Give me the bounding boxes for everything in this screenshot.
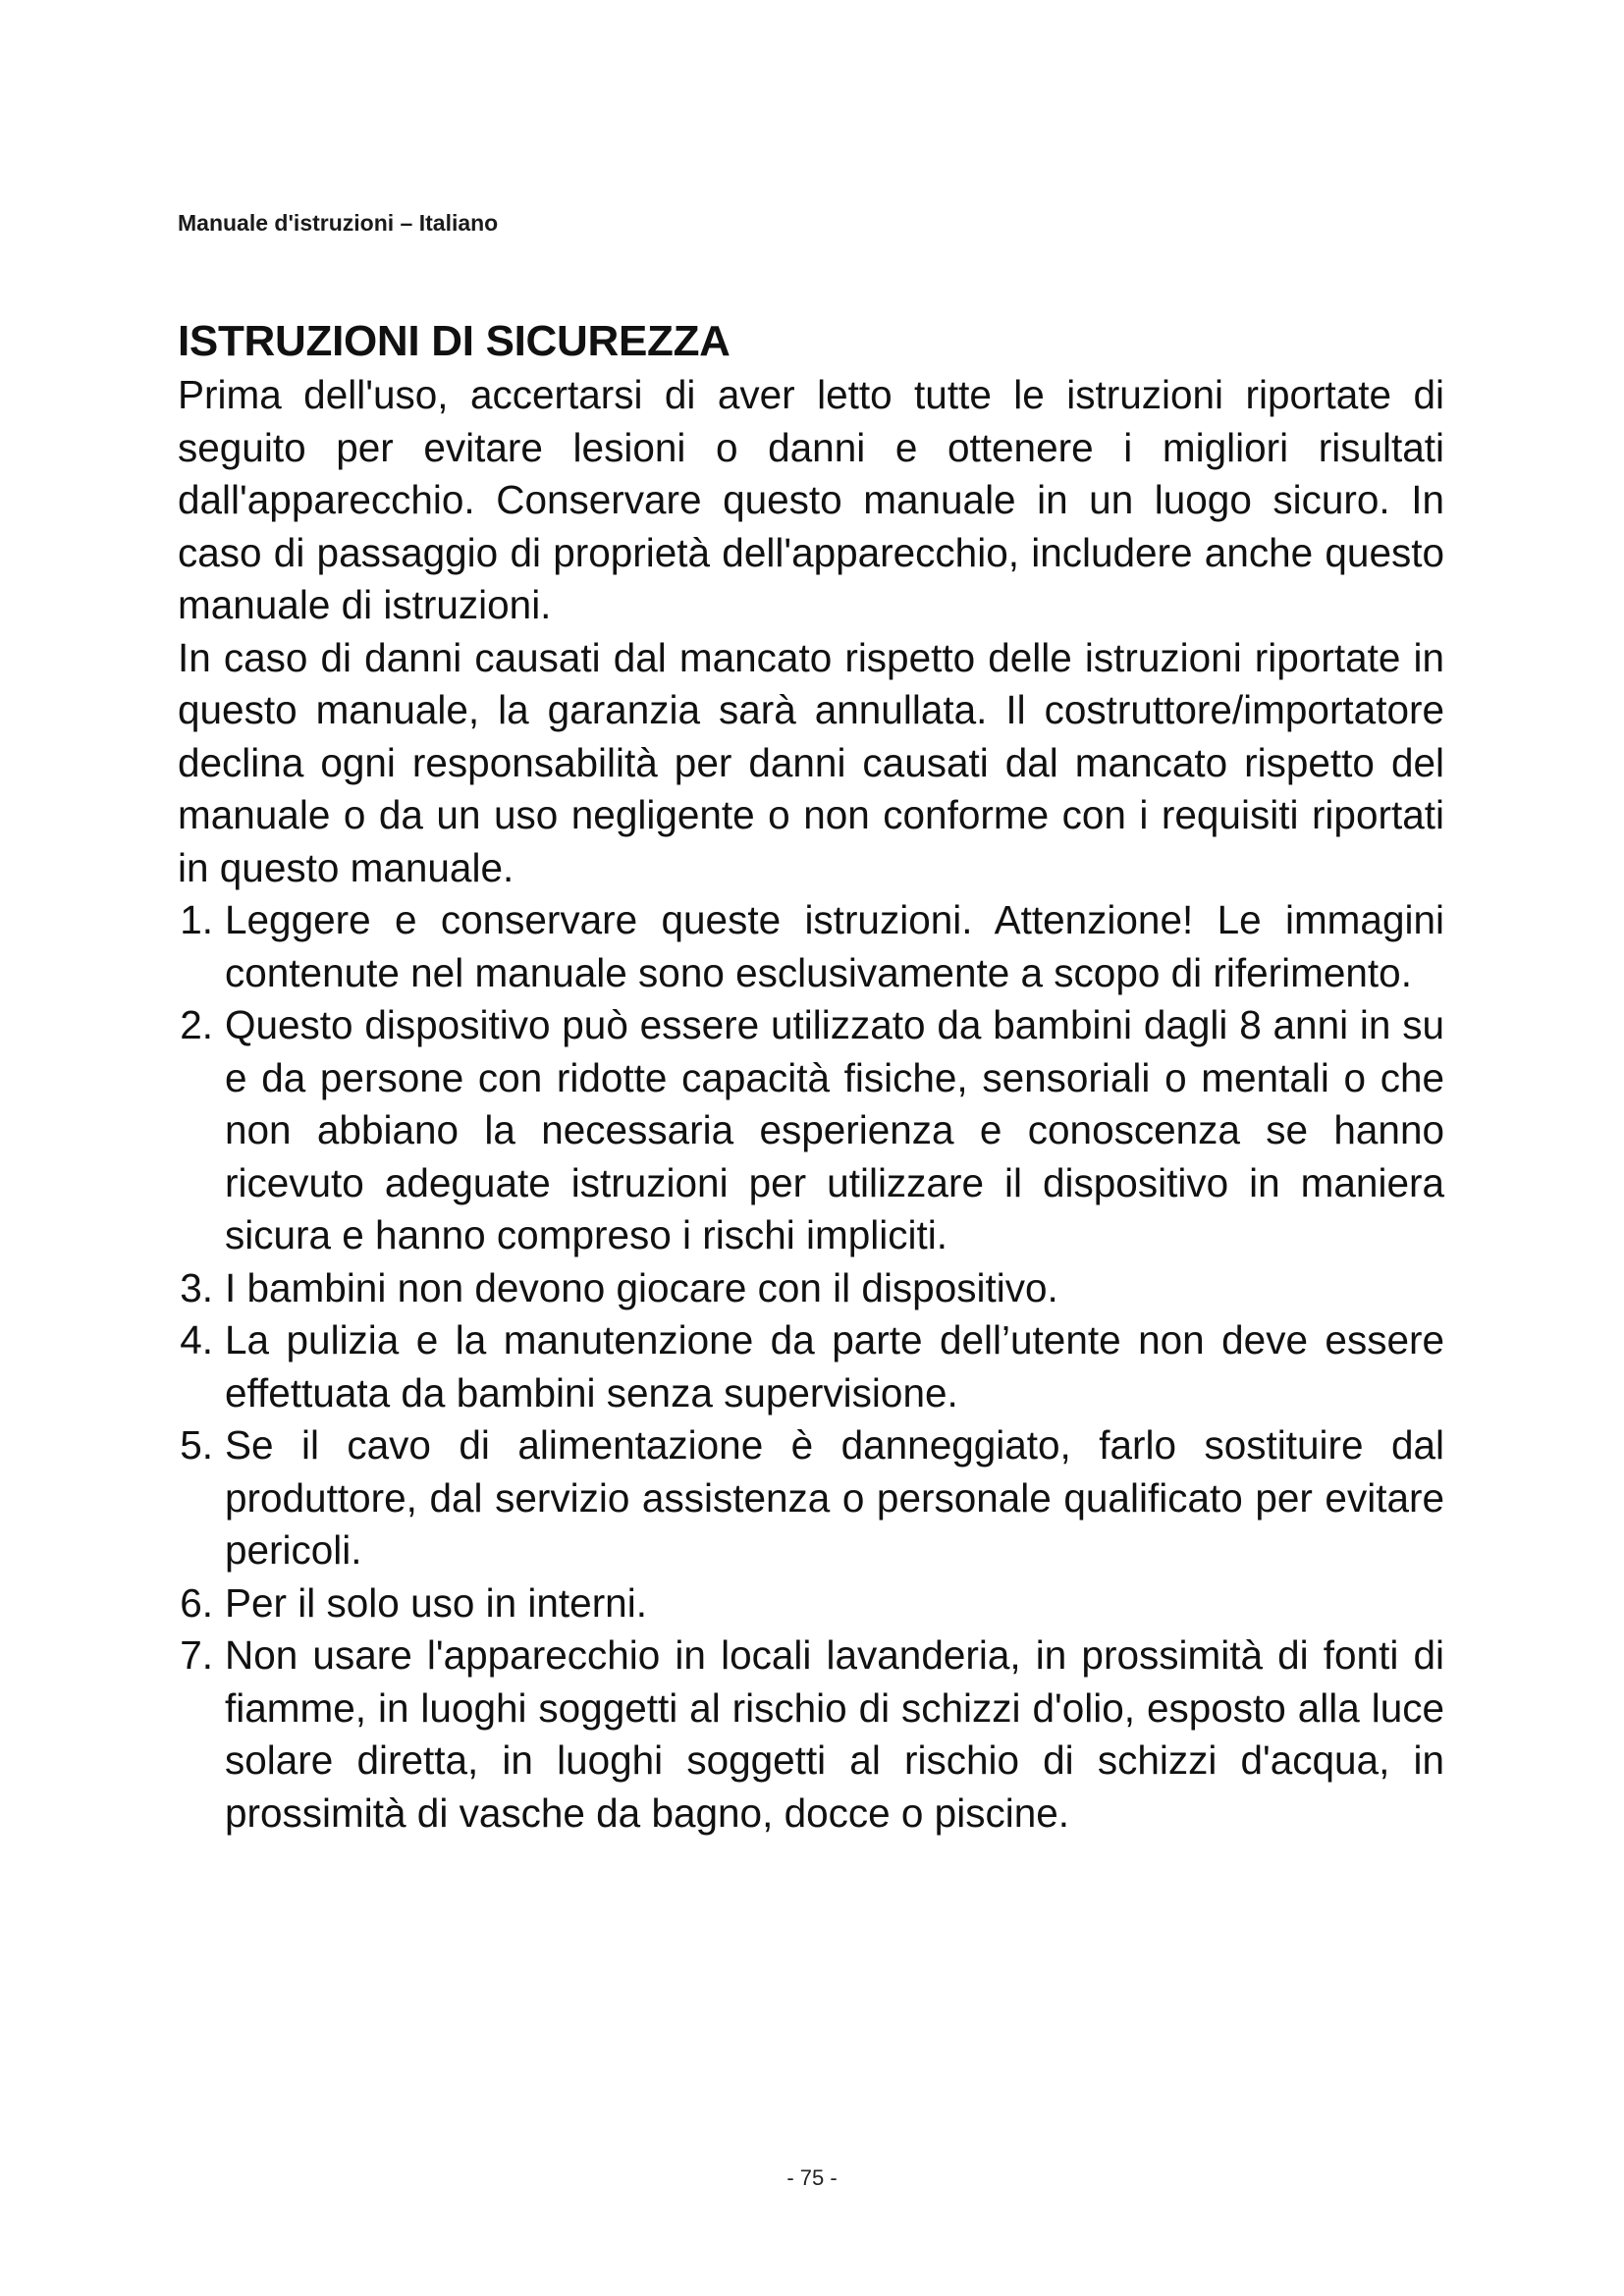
list-number: 4.	[180, 1317, 213, 1362]
list-number: 7.	[180, 1632, 213, 1678]
list-item	[178, 894, 1444, 999]
list-item-text: Per il solo uso in interni.	[225, 1579, 647, 1626]
page-number: - 75 -	[786, 2165, 838, 2190]
list-item	[178, 1314, 1444, 1419]
safety-list	[178, 894, 1444, 1840]
list-item-text: Questo dispositivo può essere utilizzato da bambini dagli 8 anni in su e da persone con ridotte capacità fisiche, sensoriali o mentali o che non abbiano la necessaria esperienza e conoscenza se hanno ricevuto adeguate istruzioni per utilizzare il dispositivo in maniera sicura e hanno compreso i rischi impliciti.	[225, 1002, 1444, 1257]
list-number: 5.	[180, 1422, 213, 1468]
list-item-text: Non usare l'apparecchio in locali lavanderia, in prossimità di fonti di fiamme, in luoghi soggetti al rischio di schizzi d'olio, esposto alla luce solare diretta, in luoghi soggetti al rischio di schizzi d'acqua, in prossimità di vasche da bagno, docce o piscine.	[225, 1632, 1444, 1836]
list-number: 6.	[180, 1579, 213, 1626]
running-header: Manuale d'istruzioni – Italiano	[178, 210, 499, 236]
list-item	[178, 1262, 1444, 1315]
list-number: 1.	[180, 897, 213, 942]
list-item	[178, 1629, 1444, 1840]
list-item	[178, 1419, 1444, 1577]
list-number: 2.	[180, 1002, 213, 1047]
section-title: ISTRUZIONI DI SICUREZZA	[178, 317, 731, 365]
list-item	[178, 999, 1444, 1262]
list-number: 3.	[180, 1264, 213, 1310]
list-item-text: Leggere e conservare queste istruzioni. Attenzione! Le immagini contenute nel manuale sono esclusivamente a scopo di riferimento.	[225, 897, 1444, 995]
safety-instructions-section	[178, 316, 1444, 1840]
list-item-text: I bambini non devono giocare con il dispositivo.	[225, 1264, 1058, 1310]
intro-paragraph: Prima dell'uso, accertarsi di aver letto tutte le istruzioni riportate di seguito per evitare lesioni o danni e ottenere i migliori risultati dall'apparecchio. Conservare questo manuale in un luogo sicuro. In caso di passaggio di proprietà dell'apparecchio, includere anche questo manuale di istruzioni.	[178, 372, 1444, 627]
warranty-paragraph: In caso di danni causati dal mancato rispetto delle istruzioni riportate in questo manuale, la garanzia sarà annullata. Il costruttore/importatore declina ogni responsabilità per danni causati dal mancato rispetto del manuale o da un uso negligente o non conforme con i requisiti riportati in questo manuale.	[178, 634, 1444, 890]
list-item-text: Se il cavo di alimentazione è danneggiato, farlo sostituire dal produttore, dal servizio assistenza o personale qualificato per evitare pericoli.	[225, 1422, 1444, 1573]
list-item	[178, 1577, 1444, 1630]
list-item-text: La pulizia e la manutenzione da parte dell’utente non deve essere effettuata da bambini senza supervisione.	[225, 1317, 1444, 1415]
